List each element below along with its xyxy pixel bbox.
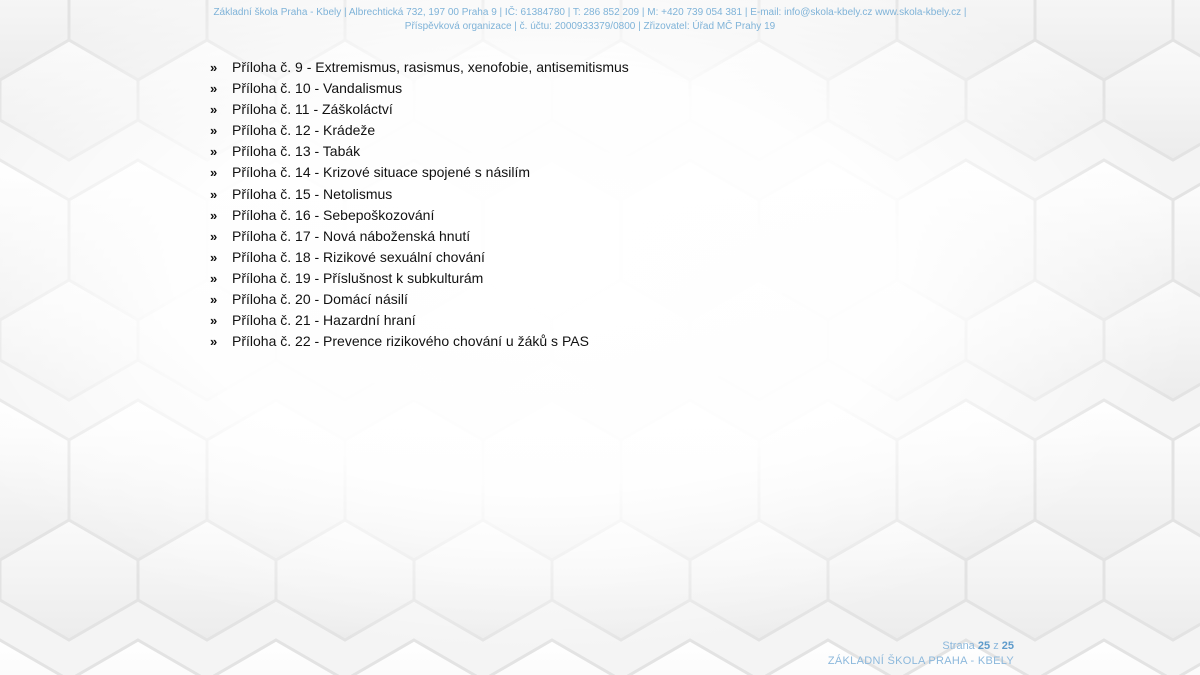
bullet-icon: »: [210, 313, 218, 329]
bullet-icon: »: [210, 165, 218, 181]
list-item-label: Příloha č. 13 - Tabák: [232, 143, 361, 160]
list-item: [210, 331, 629, 352]
list-item: [210, 99, 629, 120]
list-item: [210, 141, 629, 162]
page-total: 25: [1001, 640, 1014, 652]
page-of: z: [993, 640, 999, 652]
list-item-label: Příloha č. 12 - Krádeže: [232, 122, 376, 139]
appendix-list: [210, 57, 629, 352]
list-item-label: Příloha č. 18 - Rizikové sexuální chování: [232, 248, 485, 265]
page-footer: [828, 639, 1014, 669]
list-item: [210, 205, 629, 226]
list-item-label: Příloha č. 17 - Nová náboženská hnutí: [232, 227, 471, 244]
list-item-label: Příloha č. 21 - Hazardní hraní: [232, 312, 416, 329]
list-item: [210, 226, 629, 247]
list-item: [210, 310, 629, 331]
bullet-icon: »: [210, 334, 218, 350]
list-item-label: Příloha č. 16 - Sebepoškozování: [232, 206, 435, 223]
bullet-icon: »: [210, 270, 218, 286]
bullet-icon: »: [210, 186, 218, 202]
list-item-label: Příloha č. 19 - Příslušnost k subkulturám: [232, 269, 484, 286]
list-item: [210, 78, 629, 99]
bullet-icon: »: [210, 102, 218, 118]
list-item-label: Příloha č. 15 - Netolismus: [232, 185, 393, 202]
list-item-label: Příloha č. 14 - Krizové situace spojené s násilím: [232, 164, 531, 181]
list-item-label: Příloha č. 22 - Prevence rizikového chování u žáků s PAS: [232, 333, 589, 350]
list-item-label: Příloha č. 10 - Vandalismus: [232, 80, 403, 97]
list-item-label: Příloha č. 20 - Domácí násilí: [232, 291, 408, 308]
header-contact-line: Základní škola Praha - Kbely | Albrechtická 732, 197 00 Praha 9 | IČ: 61384780 | T: 286 852 209 | M: +420 739 054 381 | E-mail: info@skola-kbely.cz www.skola-kbely.cz |: [213, 7, 967, 18]
page-number: [942, 640, 1014, 652]
bullet-icon: »: [210, 144, 218, 160]
list-item: [210, 184, 629, 205]
list-item: [210, 289, 629, 310]
page-header: [0, 6, 1180, 34]
bullet-icon: »: [210, 60, 218, 75]
list-item: [210, 120, 629, 141]
list-item-label: Příloha č. 9 - Extremismus, rasismus, xenofobie, antisemitismus: [232, 59, 629, 75]
page-word: Strana: [942, 640, 975, 652]
page-current: 25: [977, 640, 991, 652]
list-item: [210, 57, 629, 78]
header-organization-line: Příspěvková organizace | č. účtu: 2000933379/0800 | Zřizovatel: Úřad MČ Prahy 19: [404, 21, 776, 32]
bullet-icon: »: [210, 207, 218, 223]
bullet-icon: »: [210, 123, 218, 139]
bullet-icon: »: [210, 228, 218, 244]
bullet-icon: »: [210, 249, 218, 265]
list-item: [210, 162, 629, 183]
bullet-icon: »: [210, 292, 218, 308]
bullet-icon: »: [210, 81, 218, 97]
list-item: [210, 268, 629, 289]
list-item-label: Příloha č. 11 - Záškoláctví: [232, 101, 393, 118]
footer-school-name: ZÁKLADNÍ ŠKOLA PRAHA - KBELY: [827, 655, 1014, 667]
list-item: [210, 247, 629, 268]
